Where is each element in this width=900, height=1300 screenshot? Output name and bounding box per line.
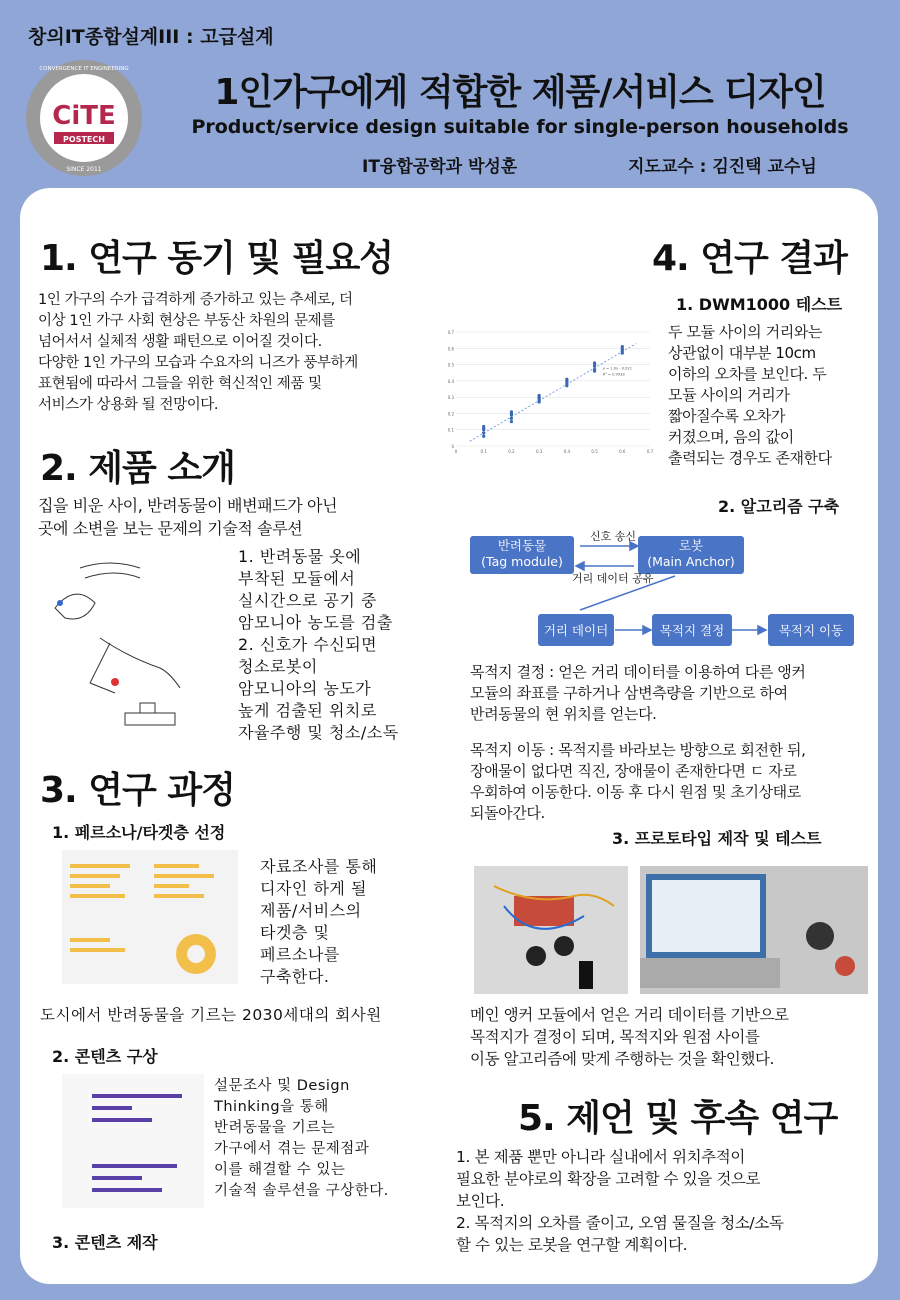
cite-logo [24,58,144,178]
section-1-heading: 1. 연구 동기 및 필요성 [40,238,394,279]
distance-data-node: 거리 데이터 [538,614,614,646]
chart-point [593,363,596,366]
chart-y-tick: 0.7 [447,330,454,335]
chart-x-tick: 0.3 [535,449,543,454]
section-4-heading: 4. 연구 결과 [652,238,847,279]
chart-background [444,324,660,460]
chart-annotation: R² = 0.9933 [602,372,625,377]
chart-point [621,350,624,353]
chart-point [510,420,513,423]
chart-x-tick: 0.5 [591,449,598,454]
chart-x-tick: 0.6 [619,449,626,454]
chart-annotation: y = 1.0x - 0.021 [602,366,633,371]
section-2-intro: 집을 비운 사이, 반려동물이 배변패드가 아닌 곳에 소변을 보는 문제의 기술적 솔루션 [38,496,338,538]
chart-y-tick: 0.4 [447,378,454,384]
poster-subtitle: Product/service design suitable for single-person households [191,116,849,138]
section-5-text: 1. 본 제품 뿐만 아니라 실내에서 위치추적이 필요한 분야로의 확장을 고려할 수 있을 것으로 보인다. 2. 목적지의 오차를 줄이고, 오염 물질을 청소/소독 할 수 있는 로봇을 연구할 계획이다. [456,1148,784,1254]
chart-y-tick: 0.6 [447,346,454,352]
chart-y-tick: 0.2 [447,411,454,417]
chart-point [621,345,624,348]
chart-point [482,435,485,438]
section-3-heading: 3. 연구 과정 [40,770,235,811]
chart-point [565,379,568,382]
section-3-sub3: 3. 콘텐츠 제작 [52,1233,158,1252]
chart-point [565,383,568,386]
chart-x-tick: 0.4 [563,449,571,454]
decide-destination-node: 목적지 결정 [652,614,732,646]
survey-thumbnail [62,1074,204,1208]
chart-x-tick: 0.1 [480,449,487,454]
prototype-photo-2 [640,866,868,994]
chart-point [482,426,485,429]
chart-y-tick: 0.5 [447,362,454,368]
section-3-sub2: 2. 콘텐츠 구상 [52,1047,158,1066]
destination-move-text: 목적지 이동 : 목적지를 바라보는 방향으로 회전한 뒤, 장애물이 없다면 직진, 장애물이 존재한다면 ㄷ 자로 우회하여 이동한다. 이동 후 다시 원점 및 초기상태로 되돌아간다. [470,741,806,822]
logo-ring-top: CONVERGENCE IT ENGINEERING [39,66,129,72]
persona-thumbnail [62,850,238,984]
section-1-text: 1인 가구의 수가 급격하게 증가하고 있는 추세로, 더 이상 1인 가구 사회 현상은 부동산 차원의 문제를 넘어서서 실체적 생활 패턴으로 이어질 것이다. 다양한 1인 가구의 모습과 수요자의 니즈가 풍부하게 표현됨에 따라서 그들을 위한 혁신적인 제품 및 서비스가 상용화 될 전망이다. [38,292,358,413]
chart-y-tick: 0.1 [447,427,454,433]
persona-statement: 도시에서 반려동물을 기르는 2030세대의 회사원 [40,1006,382,1024]
dwm1000-chart-svg [444,324,660,460]
chart-point [538,396,541,399]
chart-y-tick: 0 [451,444,454,449]
algorithm-diagram [470,528,870,648]
section-4-sub1: 1. DWM1000 테스트 [676,295,843,314]
chart-point [593,368,596,371]
logo-ring-bottom: SINCE 2011 [66,166,102,173]
section-4-sub1-text: 두 모듈 사이의 거리와는 상관없이 대부분 10cm 이하의 오차를 보인다. 두 모듈 사이의 거리가 짧아질수록 오차가 커졌으며, 음의 값이 출력되는 경우도 존재한다 [668,323,832,467]
signal-label: 신호 송신 [590,530,637,543]
chart-point [510,412,513,415]
section-4-sub3-text: 메인 앵커 모듈에서 얻은 거리 데이터를 기반으로 목적지가 결정이 되며, 목적지와 원점 사이를 이동 알고리즘에 맞게 주행하는 것을 확인했다. [470,1006,789,1068]
logo-sub: POSTECH [63,135,105,144]
chart-x-tick: 0 [454,449,458,454]
chart-y-tick: 0.3 [447,395,454,401]
pet-tag-node: 반려동물 (Tag module) [470,536,574,574]
chart-x-tick: 0.2 [508,449,515,454]
section-2-points: 1. 반려동물 옷에 부착된 모듈에서 실시간으로 공기 중 암모니아 농도를 검출 2. 신호가 수신되면 청소로봇이 암모니아의 농도가 높게 검출된 위치로 자율주행 및 청소/소독 [238,547,399,742]
chart-point [510,417,513,420]
share-label: 거리 데이터 공유 [572,572,654,585]
section-3-sub2-text: 설문조사 및 Design Thinking을 통해 반려동물을 기르는 가구에서 겪는 문제점과 이를 해결할 수 있는 기술적 솔루션을 구상한다. [214,1078,389,1199]
section-2-heading: 2. 제품 소개 [40,448,235,489]
product-sketch [40,548,230,748]
advisor: 지도교수 : 김진택 교수님 [628,157,817,177]
chart-point [538,399,541,402]
course-title: 창의IT종합설계III : 고급설계 [28,26,274,48]
section-4-sub3: 3. 프로토타입 제작 및 테스트 [612,829,822,848]
chart-x-tick: 0.7 [646,449,654,454]
move-destination-node: 목적지 이동 [768,614,854,646]
section-3-sub1-text: 자료조사를 통해 디자인 하게 될 제품/서비스의 타겟층 및 페르소나를 구축한다. [260,857,378,986]
author: IT융합공학과 박성훈 [362,157,518,177]
destination-decision-text: 목적지 결정 : 얻은 거리 데이터를 이용하여 다른 앵커 모듈의 좌표를 구하거나 삼변측량을 기반으로 하여 반려동물의 현 위치를 얻는다. [470,663,806,723]
robot-anchor-node: 로봇 (Main Anchor) [638,536,744,574]
dwm1000-chart [444,324,660,460]
logo-wordmark: CiTE [52,101,116,131]
section-4-sub2: 2. 알고리즘 구축 [718,497,840,516]
section-3-sub1: 1. 페르소나/타겟층 선정 [52,823,226,842]
section-5-heading: 5. 제언 및 후속 연구 [518,1098,838,1139]
prototype-photo-1 [474,866,628,994]
poster-title: 1인가구에게 적합한 제품/서비스 디자인 [214,72,826,113]
chart-point [482,431,485,434]
